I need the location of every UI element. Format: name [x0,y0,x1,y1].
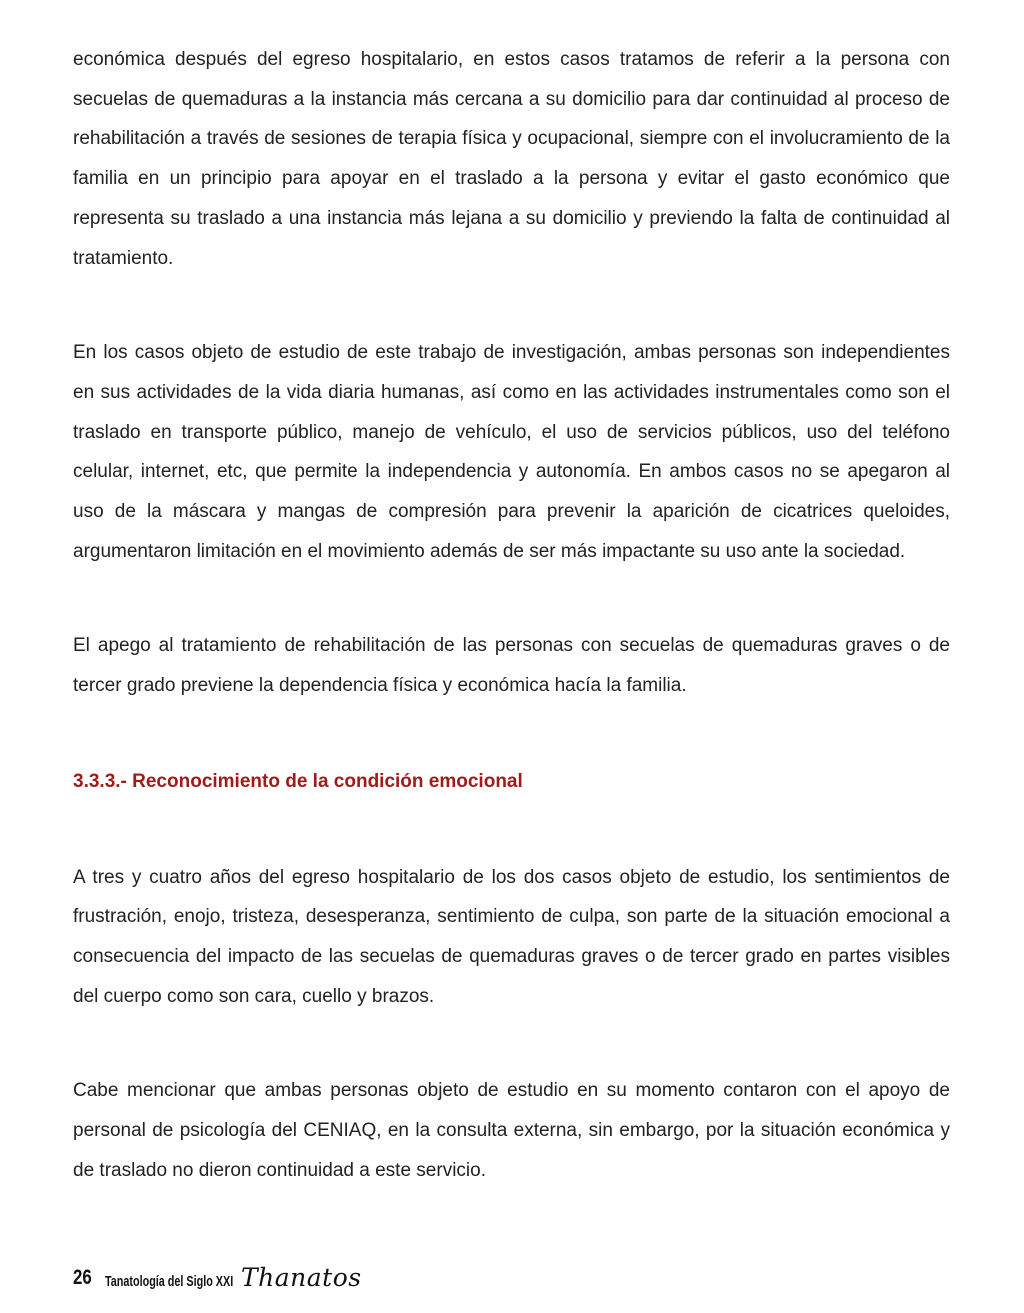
section-heading: 3.3.3.- Reconocimiento de la condición emocional [73,770,523,792]
page-footer [73,1258,362,1290]
paragraph-1: económica después del egreso hospitalario, en estos casos tratamos de referir a la persona con secuelas de quemaduras a la instancia más cercana a su domicilio para dar continuidad al proceso de rehabilitación a través de sesiones de terapia física y ocupacional, siempre con el involucramiento de la familia en un principio para apoyar en el traslado a la persona y evitar el gasto económico que representa su traslado a una instancia más lejana a su domicilio y previendo la falta de continuidad al tratamiento. [73,49,950,269]
paragraph-2: En los casos objeto de estudio de este trabajo de investigación, ambas personas son independientes en sus actividades de la vida diaria humanas, así como en las actividades instrumentales como son el traslado en transporte público, manejo de vehículo, el uso de servicios públicos, uso del teléfono celular, internet, etc, que permite la independencia y autonomía. En ambos casos no se apegaron al uso de la máscara y mangas de compresión para prevenir la aparición de cicatrices queloides, argumentaron limitación en el movimiento además de ser más impactante su uso ante la sociedad. [73,342,950,562]
journal-name: Tanatología del Siglo XXI [105,1273,234,1290]
paragraph-3: El apego al tratamiento de rehabilitación de las personas con secuelas de quemaduras graves o de tercer grado previene la dependencia física y económica hacía la familia. [73,635,950,697]
brand-logo: Thanatos [241,1263,362,1292]
paragraph-4: A tres y cuatro años del egreso hospitalario de los dos casos objeto de estudio, los sentimientos de frustración, enojo, tristeza, desesperanza, sentimiento de culpa, son parte de la situación emocional a consecuencia del impacto de las secuelas de quemaduras graves o de tercer grado en partes visibles del cuerpo como son cara, cuello y brazos. [73,866,950,1007]
page-number: 26 [73,1266,92,1289]
document-body [73,40,950,1190]
paragraph-5: Cabe mencionar que ambas personas objeto de estudio en su momento contaron con el apoyo de personal de psicología del CENIAQ, en la consulta externa, sin embargo, por la situación económica y de traslado no dieron continuidad a este servicio. [73,1080,950,1181]
